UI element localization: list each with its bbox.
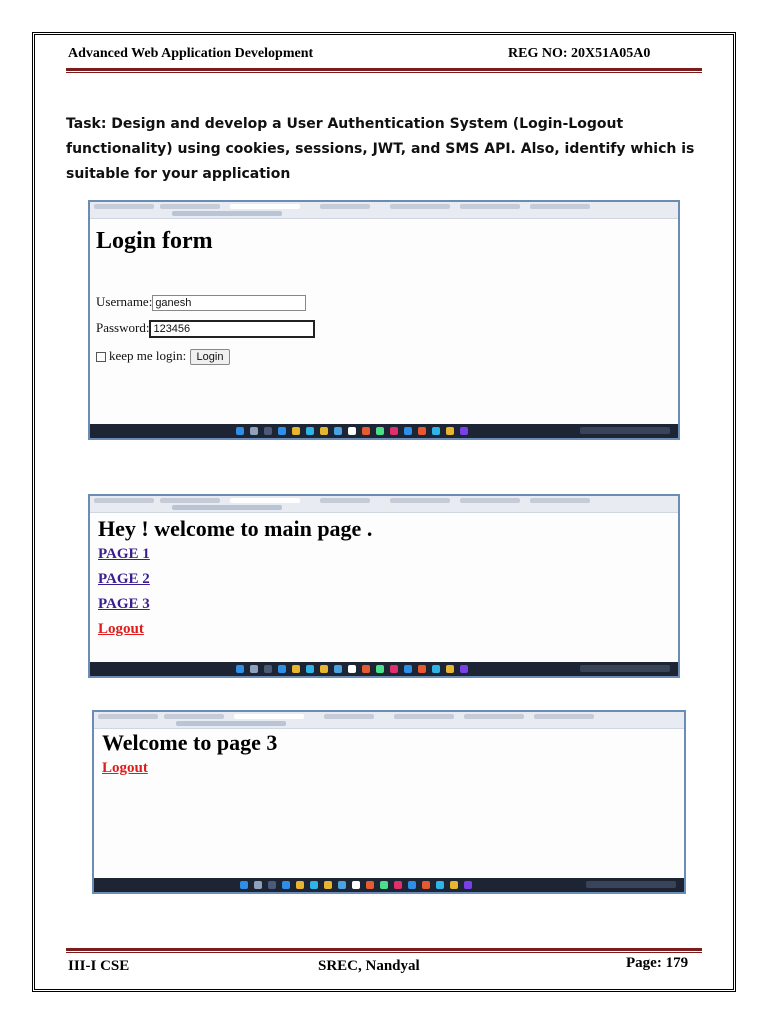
- login-button[interactable]: Login: [190, 349, 231, 365]
- username-row: [96, 294, 306, 311]
- footer-class: III-I CSE: [68, 958, 130, 974]
- os-taskbar: [90, 662, 678, 676]
- main-page-title: Hey ! welcome to main page .: [98, 516, 373, 541]
- keep-login-label: keep me login:: [109, 348, 187, 363]
- login-form-screenshot: [88, 200, 680, 440]
- page-3-title: Welcome to page 3: [102, 730, 278, 755]
- username-label: Username:: [96, 294, 153, 309]
- header-rule-thin: [66, 72, 702, 73]
- login-form-title: Login form: [96, 228, 213, 254]
- logout-link[interactable]: Logout: [102, 760, 148, 776]
- browser-chrome: [90, 496, 678, 513]
- os-taskbar: [94, 878, 684, 892]
- page-3-screenshot: [92, 710, 686, 894]
- page-1-link[interactable]: PAGE 1: [98, 546, 150, 562]
- browser-chrome: [94, 712, 684, 729]
- password-input[interactable]: 123456: [149, 320, 315, 338]
- logout-link[interactable]: Logout: [98, 621, 144, 637]
- footer-page-number: Page: 179: [626, 955, 689, 971]
- header-reg-number: REG NO: 20X51A05A0: [508, 46, 651, 61]
- username-input[interactable]: ganesh: [152, 295, 306, 311]
- os-taskbar: [90, 424, 678, 438]
- task-description: Task: Design and develop a User Authentication System (Login-Logout functionality) using cookies, sessions, JWT, and SMS API. Also, identify which is suitable for your application: [66, 116, 695, 182]
- browser-chrome: [90, 202, 678, 219]
- password-row: [96, 320, 315, 338]
- page-3-link[interactable]: PAGE 3: [98, 596, 150, 612]
- header-rule: [66, 68, 702, 71]
- footer-rule: [66, 948, 702, 951]
- page-2-link[interactable]: PAGE 2: [98, 571, 150, 587]
- keep-login-checkbox[interactable]: [96, 352, 106, 362]
- header-course-title: Advanced Web Application Development: [68, 46, 314, 61]
- footer-rule-thin: [66, 952, 702, 953]
- remember-row: [96, 348, 230, 365]
- main-page-screenshot: [88, 494, 680, 678]
- footer-college: SREC, Nandyal: [318, 958, 420, 974]
- password-label: Password:: [96, 320, 150, 335]
